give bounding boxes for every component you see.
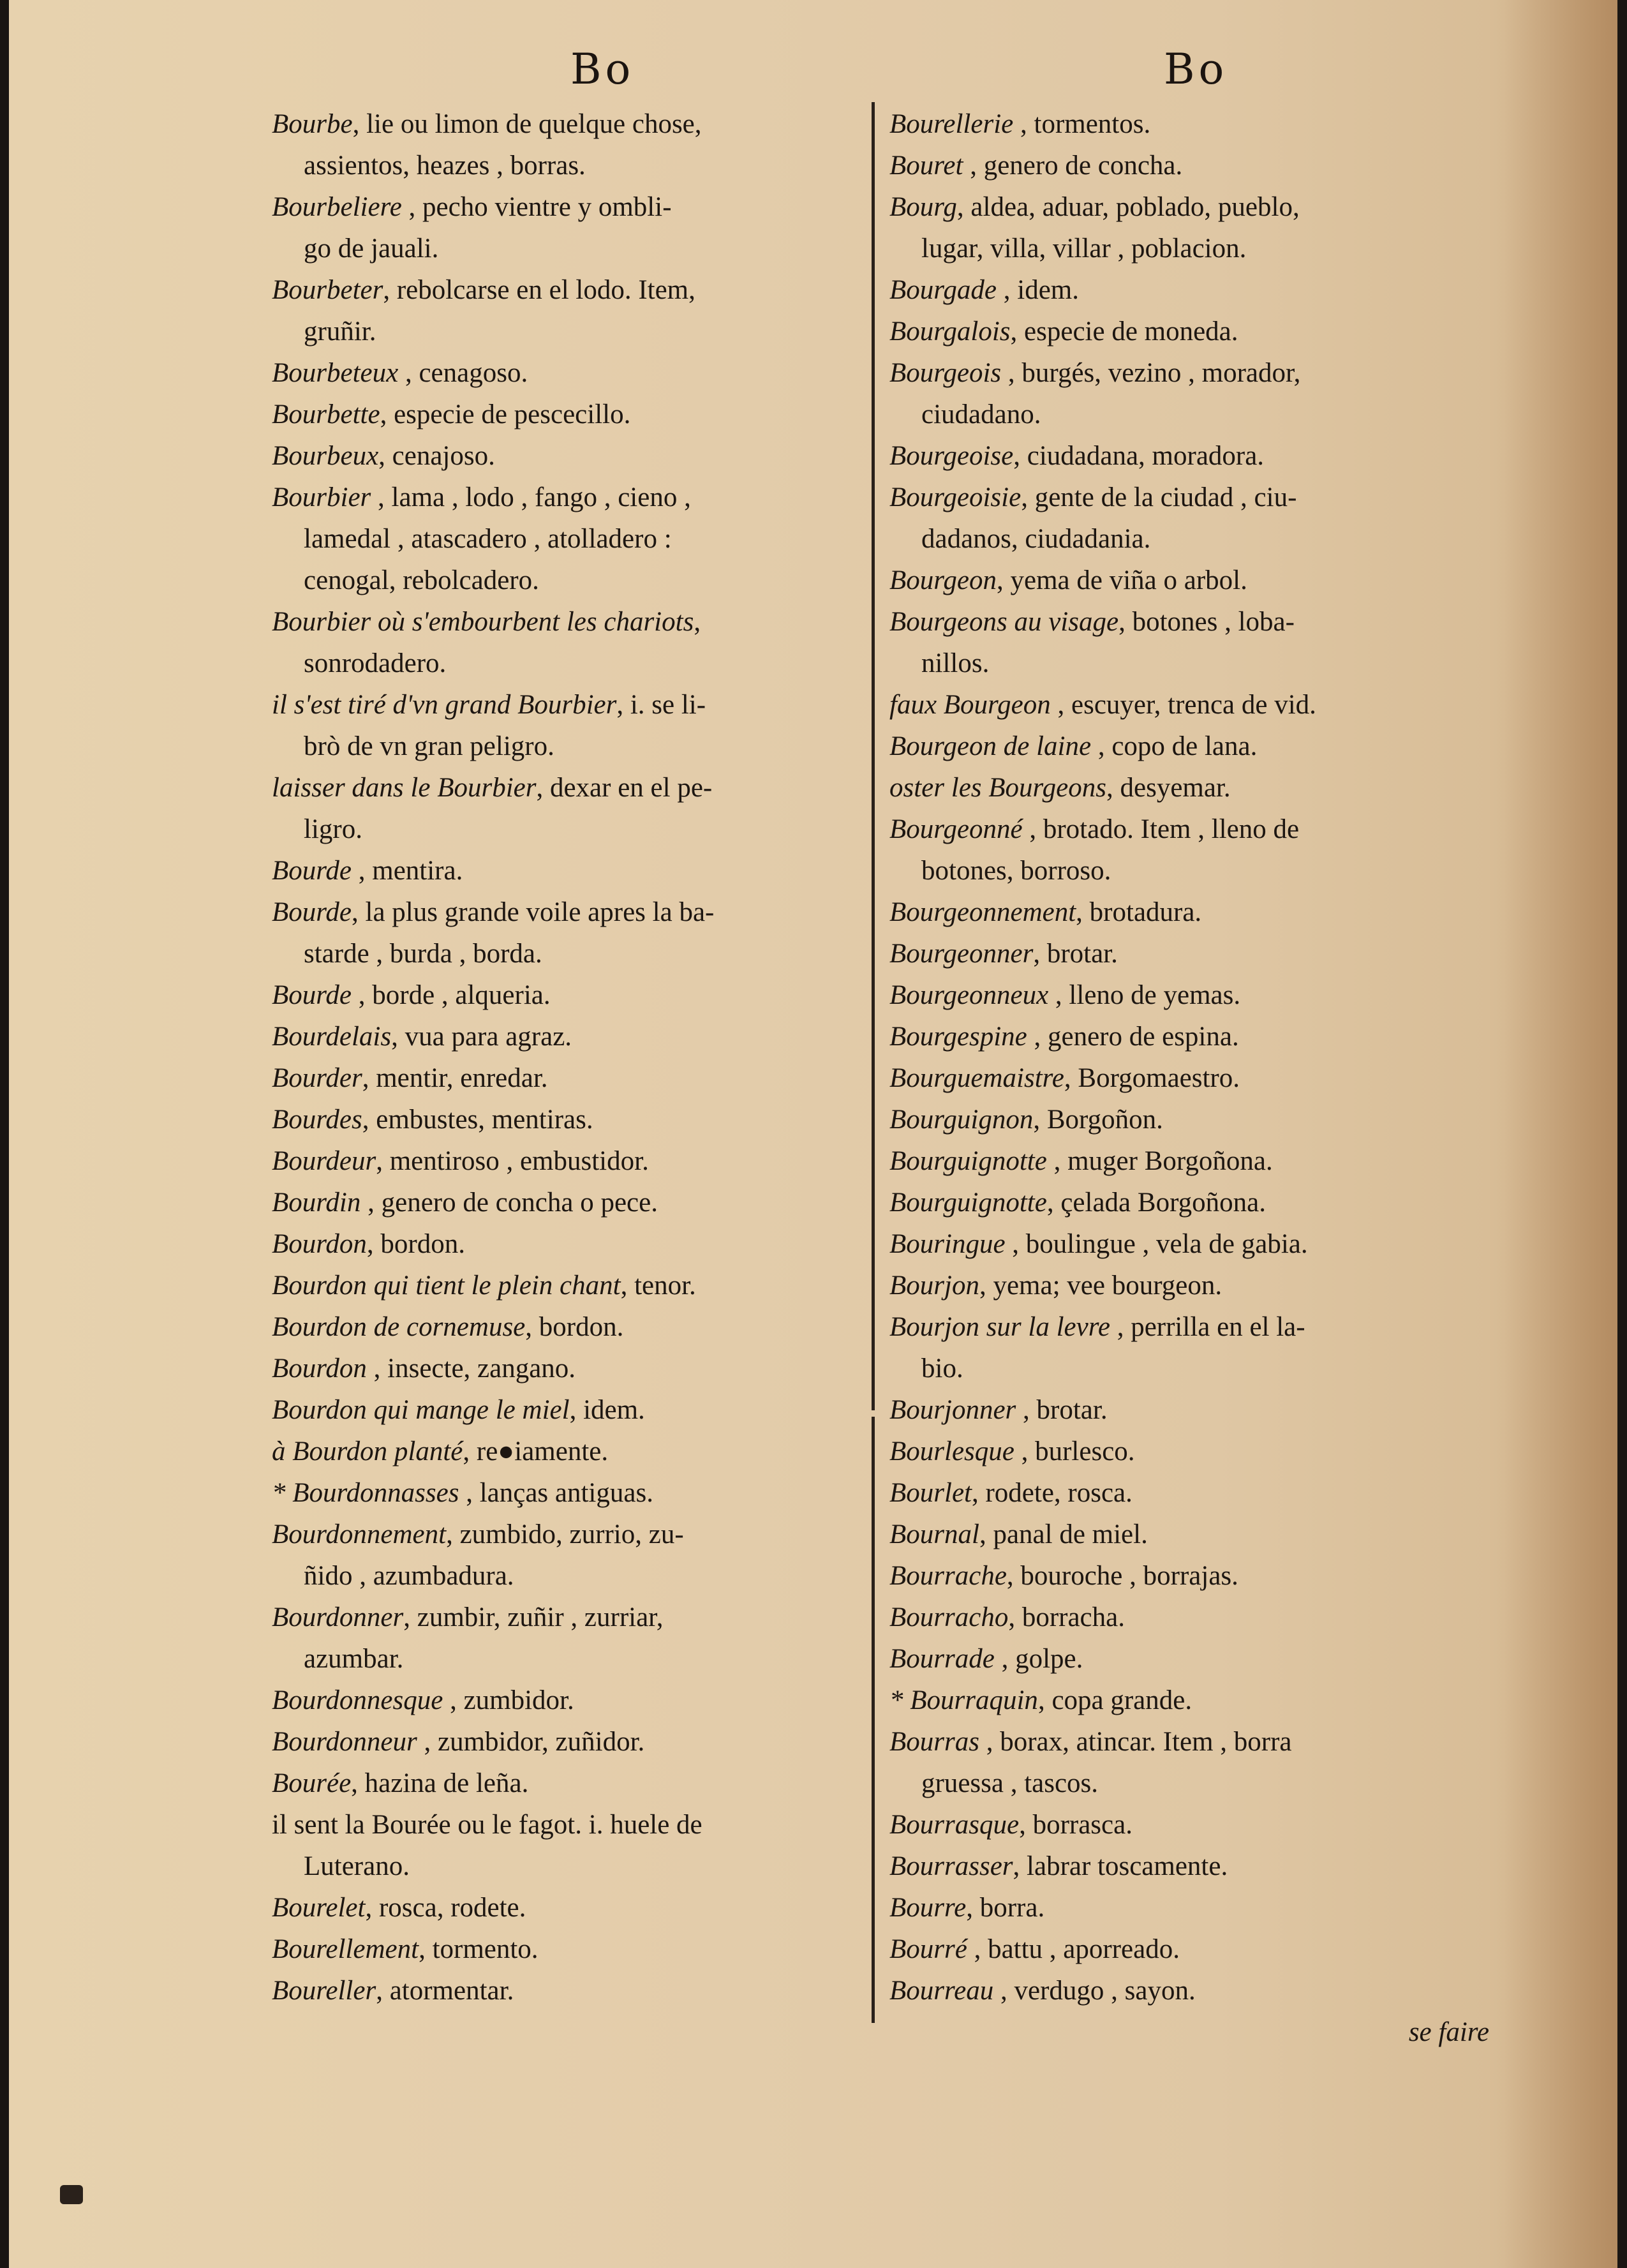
- entry-continuation: gruñir.: [304, 317, 376, 347]
- dictionary-entry: Bourdes, embustes, mentiras.: [272, 1105, 593, 1135]
- dictionary-entry: Bourgeonné , brotado. Item , lleno de: [889, 814, 1300, 844]
- left-column: [272, 103, 910, 2011]
- dictionary-entry: Bourbeliere , pecho vientre y ombli-: [272, 192, 672, 222]
- dictionary-entry: Bourracho, borracha.: [889, 1602, 1125, 1632]
- dictionary-entry: Bourgeonneux , lleno de yemas.: [889, 980, 1241, 1010]
- dictionary-entry: Bourbier où s'embourbent les chariots,: [272, 607, 701, 637]
- dictionary-entry: Bourde, la plus grande voile apres la ba-: [272, 897, 715, 927]
- entry-continuation: assientos, heazes , borras.: [304, 151, 586, 181]
- dictionary-entry: Bournal, panal de miel.: [889, 1519, 1148, 1549]
- dictionary-entry: * Bourraquin, copa grande.: [889, 1685, 1192, 1715]
- dictionary-entry: Bouringue , boulingue , vela de gabia.: [889, 1229, 1308, 1259]
- dictionary-entry: Bourlet, rodete, rosca.: [889, 1478, 1133, 1508]
- entry-continuation: botones, borroso.: [921, 856, 1111, 886]
- dictionary-entry: Bourbe, lie ou limon de quelque chose,: [272, 109, 702, 139]
- dictionary-entry: Boureller, atormentar.: [272, 1976, 514, 2006]
- dictionary-entry: Bourbette, especie de pescecillo.: [272, 399, 631, 429]
- dictionary-entry: Bourreau , verdugo , sayon.: [889, 1976, 1196, 2006]
- entry-continuation: starde , burda , borda.: [304, 939, 542, 969]
- dictionary-entry: Bourgeoisie, gente de la ciudad , ciu-: [889, 482, 1297, 512]
- dictionary-entry: Bourbeux, cenajoso.: [272, 441, 495, 471]
- dictionary-entry: Bourdeur, mentiroso , embustidor.: [272, 1146, 649, 1176]
- entry-continuation: sonrodadero.: [304, 648, 447, 678]
- dictionary-entry: Bourlesque , burlesco.: [889, 1436, 1135, 1466]
- dictionary-entry: Bourg, aldea, aduar, poblado, pueblo,: [889, 192, 1300, 222]
- dictionary-entry: Bourguignon, Borgoñon.: [889, 1105, 1163, 1135]
- right-column: [889, 103, 1502, 2053]
- dictionary-entry: faux Bourgeon , escuyer, trenca de vid.: [889, 690, 1316, 720]
- dictionary-entry: il sent la Bourée ou le fagot. i. huele de: [272, 1810, 702, 1840]
- dictionary-entry: Bourre, borra.: [889, 1893, 1045, 1923]
- column-divider-lower: [872, 1417, 875, 2023]
- dictionary-entry: Bourde , borde , alqueria.: [272, 980, 551, 1010]
- dictionary-entry: Bourgeon, yema de viña o arbol.: [889, 565, 1247, 595]
- dictionary-entry: Bourgeois , burgés, vezino , morador,: [889, 358, 1301, 388]
- dictionary-entry: Bourdin , genero de concha o pece.: [272, 1188, 658, 1218]
- dictionary-entry: Bourdon de cornemuse, bordon.: [272, 1312, 624, 1342]
- dictionary-entry: Bourelet, rosca, rodete.: [272, 1893, 526, 1923]
- dictionary-entry: Bourdon qui mange le miel, idem.: [272, 1395, 645, 1425]
- dictionary-entry: Bourguignotte, çelada Borgoñona.: [889, 1188, 1266, 1218]
- dictionary-entry: Bourbier , lama , lodo , fango , cieno ,: [272, 482, 691, 512]
- dictionary-entry: Bourdonner, zumbir, zuñir , zurriar,: [272, 1602, 664, 1632]
- dictionary-entry: Bourée, hazina de leña.: [272, 1768, 529, 1798]
- dictionary-entry: Bourdonneur , zumbidor, zuñidor.: [272, 1727, 645, 1757]
- dictionary-entry: Bourjon sur la levre , perrilla en el la-: [889, 1312, 1305, 1342]
- dictionary-entry: laisser dans le Bourbier, dexar en el pe-: [272, 773, 713, 803]
- dictionary-entry: Bourgeonner, brotar.: [889, 939, 1118, 969]
- dictionary-entry: oster les Bourgeons, desyemar.: [889, 773, 1231, 803]
- dictionary-entry: Bourellement, tormento.: [272, 1934, 539, 1964]
- dictionary-entry: Bourgeoise, ciudadana, moradora.: [889, 441, 1265, 471]
- dictionary-entry: Bourdon, bordon.: [272, 1229, 465, 1259]
- dictionary-entry: Bourde , mentira.: [272, 856, 463, 886]
- dictionary-entry: Bourgeons au visage, botones , loba-: [889, 607, 1295, 637]
- dictionary-entry: * Bourdonnasses , lanças antiguas.: [272, 1478, 653, 1508]
- dictionary-entry: Bourbeteux , cenagoso.: [272, 358, 528, 388]
- entry-continuation: gruessa , tascos.: [921, 1768, 1099, 1798]
- entry-continuation: bio.: [921, 1354, 963, 1384]
- entry-continuation: ciudadano.: [921, 399, 1041, 429]
- dictionary-entry: il s'est tiré d'vn grand Bourbier, i. se li-: [272, 690, 706, 720]
- dictionary-entry: Bourdon qui tient le plein chant, tenor.: [272, 1271, 696, 1301]
- dictionary-entry: Bourras , borax, atincar. Item , borra: [889, 1727, 1292, 1757]
- dictionary-entry: à Bourdon planté, re●iamente.: [272, 1436, 609, 1466]
- dictionary-entry: Bourrache, bouroche , borrajas.: [889, 1561, 1238, 1591]
- dictionary-entry: Bourbeter, rebolcarse en el lodo. Item,: [272, 275, 695, 305]
- dictionary-entry: Bourrasque, borrasca.: [889, 1810, 1133, 1840]
- dictionary-entry: Bourdon , insecte, zangano.: [272, 1354, 576, 1384]
- entry-continuation: nillos.: [921, 648, 990, 678]
- dictionary-entry: Bourder, mentir, enredar.: [272, 1063, 548, 1093]
- entry-continuation: ligro.: [304, 814, 362, 844]
- dictionary-entry: Bourguignotte , muger Borgoñona.: [889, 1146, 1273, 1176]
- column-header-right: Bo: [1164, 45, 1228, 94]
- dictionary-entry: Bourguemaistre, Borgomaestro.: [889, 1063, 1240, 1093]
- dictionary-entry: Bouret , genero de concha.: [889, 151, 1183, 181]
- entry-continuation: ñido , azumbadura.: [304, 1561, 514, 1591]
- dictionary-entry: Bourdonnesque , zumbidor.: [272, 1685, 574, 1715]
- dictionary-entry: Bourgalois, especie de moneda.: [889, 317, 1238, 347]
- dictionary-page: [9, 0, 1617, 2268]
- dictionary-entry: Bourrasser, labrar toscamente.: [889, 1851, 1228, 1881]
- entry-continuation: Luterano.: [304, 1851, 410, 1881]
- dictionary-entry: Bourjon, yema; vee bourgeon.: [889, 1271, 1222, 1301]
- dictionary-entry: Bourgeon de laine , copo de lana.: [889, 731, 1258, 761]
- dictionary-entry: Bourgade , idem.: [889, 275, 1079, 305]
- entry-continuation: azumbar.: [304, 1644, 404, 1674]
- dictionary-entry: Bourdelais, vua para agraz.: [272, 1022, 572, 1052]
- dictionary-entry: Bourgespine , genero de espina.: [889, 1022, 1239, 1052]
- entry-continuation: dadanos, ciudadania.: [921, 524, 1151, 554]
- column-header-left: Bo: [570, 45, 635, 94]
- entry-continuation: cenogal, rebolcadero.: [304, 565, 539, 595]
- entry-continuation: lugar, villa, villar , poblacion.: [921, 234, 1247, 264]
- dictionary-entry: Bourellerie , tormentos.: [889, 109, 1151, 139]
- dictionary-entry: Bourrade , golpe.: [889, 1644, 1083, 1674]
- ink-mark: [60, 2185, 83, 2204]
- entry-continuation: go de jauali.: [304, 234, 439, 264]
- catchword: se faire: [1408, 2017, 1489, 2047]
- dictionary-entry: Bourdonnement, zumbido, zurrio, zu-: [272, 1519, 684, 1549]
- entry-continuation: lamedal , atascadero , atolladero :: [304, 524, 672, 554]
- entry-continuation: brò de vn gran peligro.: [304, 731, 554, 761]
- dictionary-entry: Bourjonner , brotar.: [889, 1395, 1108, 1425]
- column-divider: [872, 102, 875, 1410]
- dictionary-entry: Bourgeonnement, brotadura.: [889, 897, 1202, 927]
- dictionary-entry: Bourré , battu , aporreado.: [889, 1934, 1180, 1964]
